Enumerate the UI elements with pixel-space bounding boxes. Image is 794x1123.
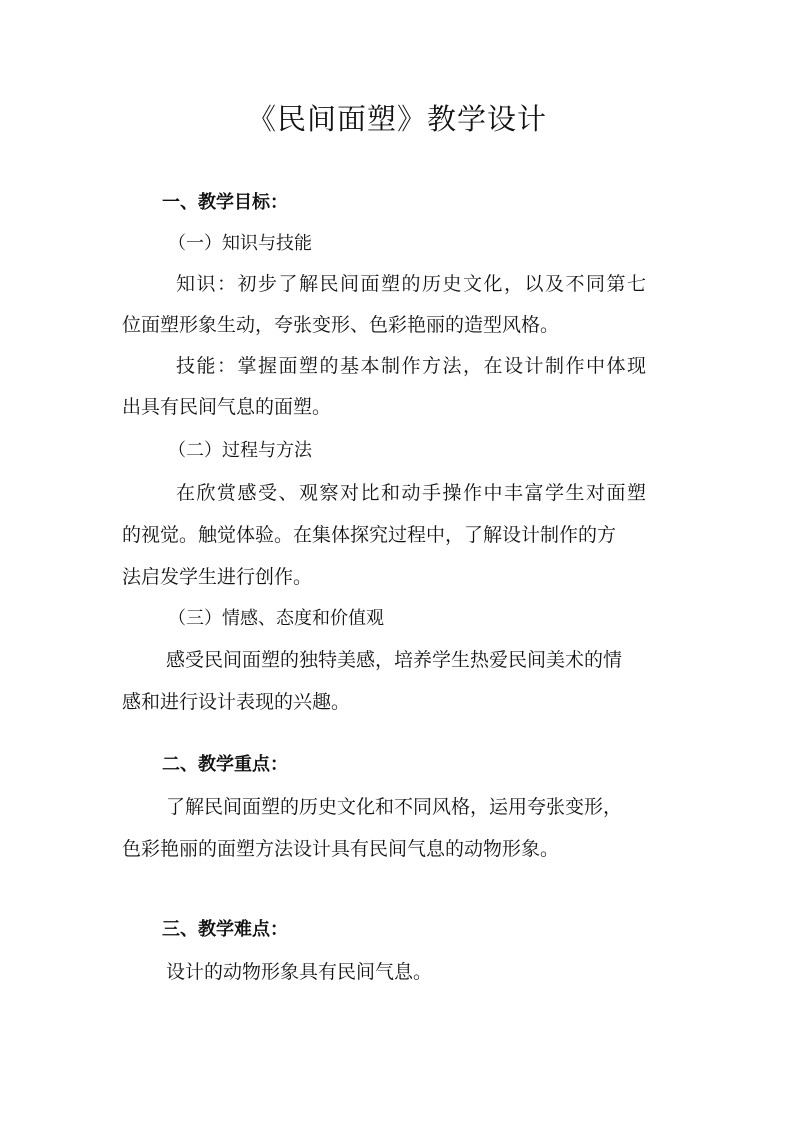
section-heading-difficulties: 三、教学难点：: [162, 919, 288, 940]
paragraph-key-points-line2: 色彩艳丽的面塑方法设计具有民间气息的动物形象。: [122, 838, 560, 860]
paragraph-difficulties-line1: 设计的动物形象具有民间气息。: [166, 961, 433, 983]
section-heading-objectives: 一、教学目标：: [162, 192, 288, 213]
paragraph-knowledge-line2: 位面塑形象生动，夸张变形、色彩艳丽的造型风格。: [122, 314, 560, 336]
paragraph-process-line2: 的视觉。触觉体验。在集体探究过程中，了解设计制作的方: [122, 524, 617, 546]
paragraph-process-line1: 在欣赏感受、观察对比和动手操作中丰富学生对面塑: [176, 482, 648, 504]
paragraph-emotion-line1: 感受民间面塑的独特美感，培养学生热爱民间美术的情: [166, 649, 623, 671]
paragraph-skill-line2: 出具有民间气息的面塑。: [122, 396, 332, 418]
subheading-process-method: （二）过程与方法: [168, 440, 312, 461]
subheading-emotion-values: （三）情感、态度和价值观: [168, 608, 384, 629]
paragraph-key-points-line1: 了解民间面塑的历史文化和不同风格，运用夸张变形，: [166, 796, 623, 818]
paragraph-process-line3: 法启发学生进行创作。: [122, 566, 313, 588]
paragraph-knowledge-line1: 知识：初步了解民间面塑的历史文化，以及不同第七: [176, 273, 648, 295]
paragraph-skill-line1: 技能：掌握面塑的基本制作方法，在设计制作中体现: [176, 355, 648, 377]
section-heading-key-points: 二、教学重点：: [162, 754, 288, 775]
document-title: 《民间面塑》教学设计: [246, 102, 547, 136]
paragraph-emotion-line2: 感和进行设计表现的兴趣。: [122, 691, 351, 713]
subheading-knowledge-skills: （一）知识与技能: [168, 233, 312, 254]
